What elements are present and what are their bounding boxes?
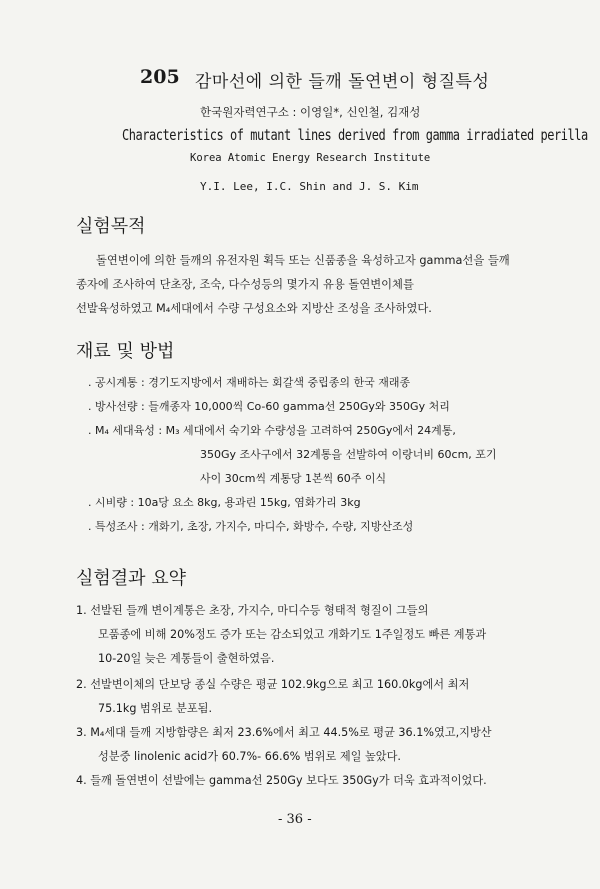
methods-item-3-cont-2: 사이 30cm씩 계통당 1본씩 60주 이식 — [200, 472, 387, 485]
methods-heading: 재료 및 방법 — [76, 341, 175, 362]
methods-item-5: . 특성조사 : 개화기, 초장, 가지수, 마디수, 화방수, 수량, 지방산조성 — [88, 520, 414, 533]
english-institution: Korea Atomic Energy Research Institute — [190, 152, 431, 164]
result-2-line-2: 75.1kg 범위로 분포됨. — [98, 702, 213, 715]
result-1-line-2: 모품종에 비해 20%정도 증가 또는 감소되었고 개화기도 1주일정도 빠른 계통과 — [98, 628, 487, 641]
purpose-line-1: 돌연변이에 의한 들깨의 유전자원 획득 또는 신품종을 육성하고자 gamma선을 들깨 — [96, 254, 510, 267]
page-number: - 36 - — [278, 812, 312, 827]
english-authors: Y.I. Lee, I.C. Shin and J. S. Kim — [200, 180, 419, 193]
title-row — [140, 66, 580, 90]
result-1-line-1: 1. 선발된 들깨 변이계통은 초장, 가지수, 마디수등 형태적 형질이 그들의 — [76, 604, 429, 617]
purpose-line-2: 종자에 조사하여 단초장, 조숙, 다수성등의 몇가지 유용 돌연변이체를 — [76, 278, 414, 291]
result-1-line-3: 10-20일 늦은 계통들이 출현하였음. — [98, 652, 275, 665]
result-4-line-1: 4. 들깨 돌연변이 선발에는 gamma선 250Gy 보다도 350Gy가 더욱 효과적이었다. — [76, 774, 487, 787]
result-3-line-1: 3. M₄세대 들깨 지방함량은 최저 23.6%에서 최고 44.5%로 평균 36.1%였고,지방산 — [76, 726, 492, 739]
purpose-heading: 실험목적 — [76, 216, 146, 237]
result-2-line-1: 2. 선발변이체의 단보당 종실 수량은 평균 102.9kg으로 최고 160.0kg에서 최저 — [76, 678, 470, 691]
methods-item-3: . M₄ 세대육성 : M₃ 세대에서 숙기와 수량성을 고려하여 250Gy에서 24계통, — [88, 424, 456, 437]
methods-item-2: . 방사선량 : 들깨종자 10,000씩 Co-60 gamma선 250Gy와 350Gy 처리 — [88, 400, 450, 413]
results-heading: 실험결과 요약 — [76, 568, 187, 589]
methods-item-4: . 시비량 : 10a당 요소 8kg, 용과린 15kg, 염화가리 3kg — [88, 496, 361, 509]
korean-title: 감마선에 의한 들깨 돌연변이 형질특성 — [195, 72, 490, 92]
purpose-line-3: 선발육성하였고 M₄세대에서 수량 구성요소와 지방산 조성을 조사하였다. — [76, 302, 432, 315]
methods-item-1: . 공시계통 : 경기도지방에서 재배하는 회갈색 중립종의 한국 재래종 — [88, 376, 411, 389]
result-3-line-2: 성분중 linolenic acid가 60.7%- 66.6% 범위로 제일 높았다. — [98, 750, 401, 763]
methods-item-3-cont-1: 350Gy 조사구에서 32계통을 선발하여 이랑너비 60cm, 포기 — [200, 448, 497, 461]
korean-authors: 한국원자력연구소 : 이영일*, 신인철, 김재성 — [200, 105, 421, 119]
english-title: Characteristics of mutant lines derived from gamma irradiated perilla — [122, 126, 588, 144]
abstract-number: 205 — [140, 66, 180, 88]
